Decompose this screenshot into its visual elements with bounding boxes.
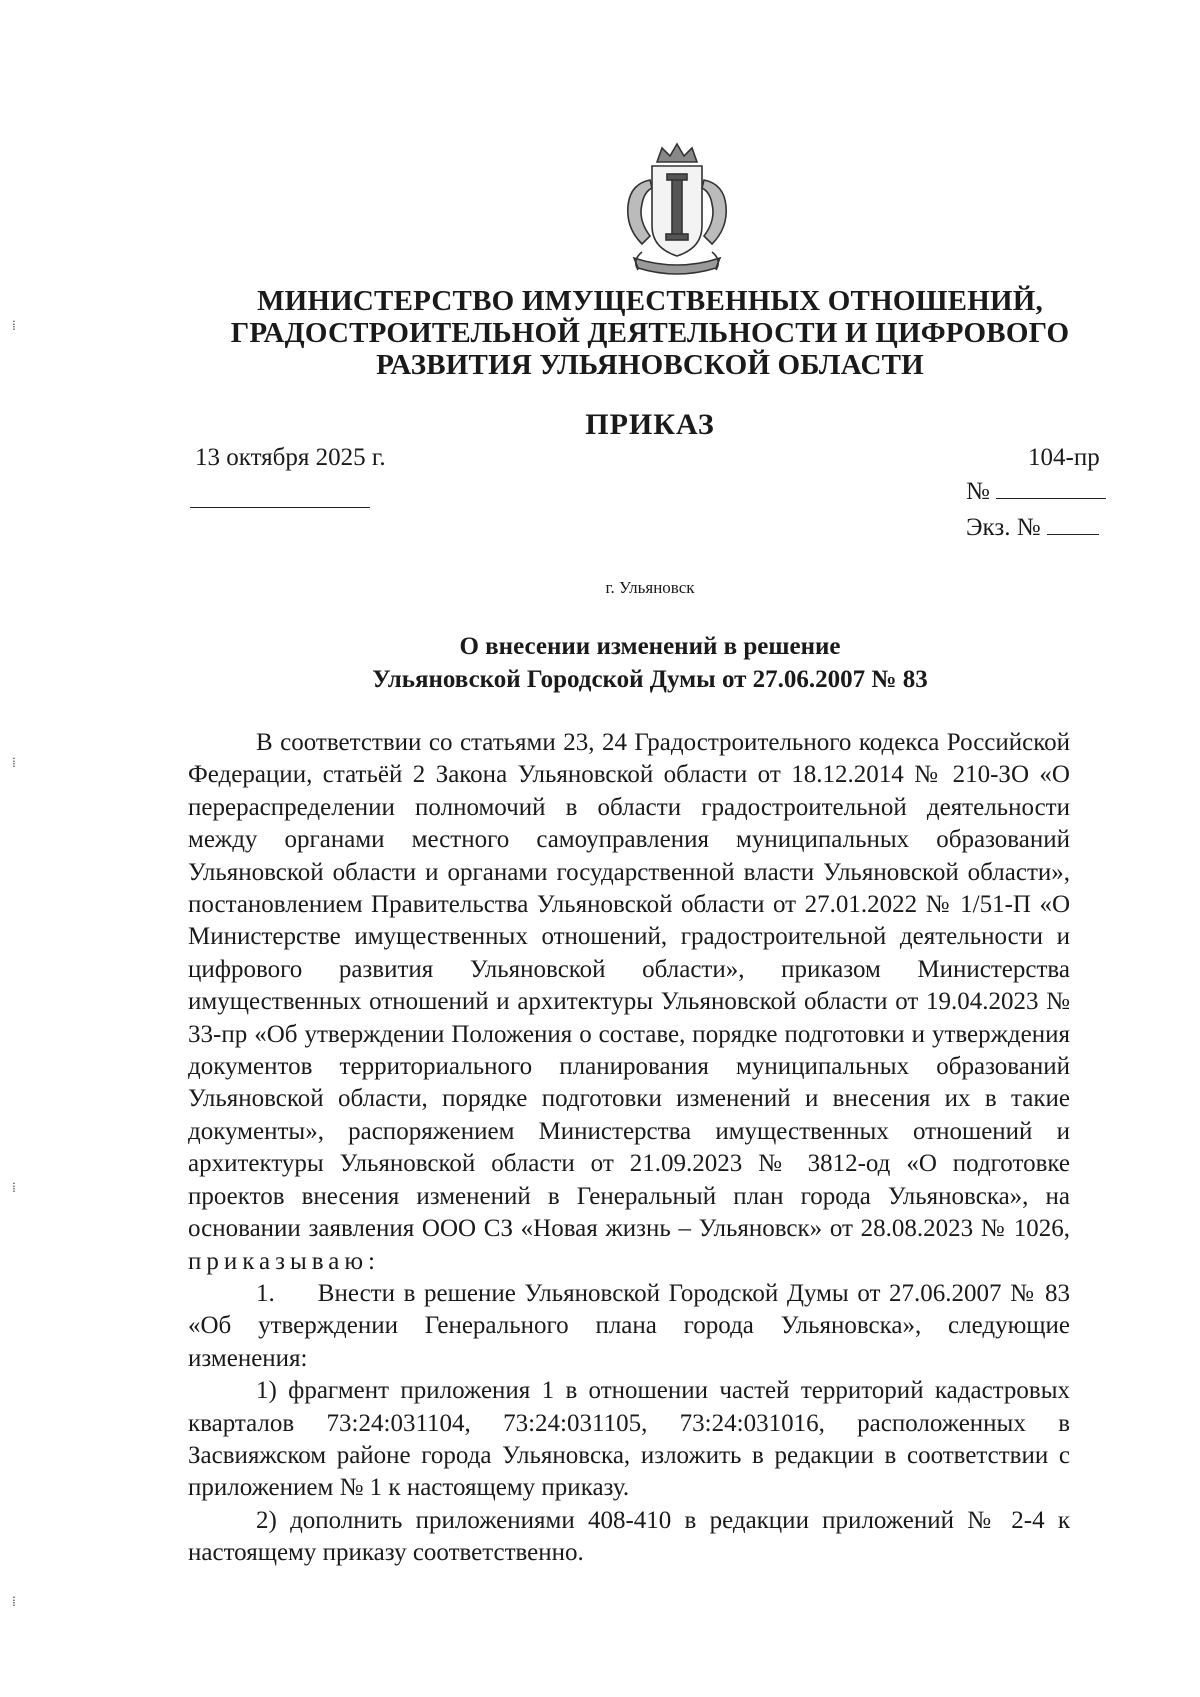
preamble-text: В соответствии со статьями 23, 24 Градостроительного кодекса Российской Федерации, статьёй 2 Закона Ульяновской области от 18.12.2014 № 210-ЗО «О перераспределении полномочий в области градостроительной деятельности между органами местного самоуправления муниципальных образований Ульяновской области и органами государственной власти Ульяновской области», постановлением Правительства Ульяновской области от 27.01.2022 № 1/51-П «О Министерстве имущественных отношений, градостроительной деятельности и цифрового развития Ульяновской области», приказом Министерства имущественных отношений и архитектуры Ульяновской области от 19.04.2023 № 33-пр «Об утверждении Положения о составе, порядке подготовки и утверждения документов территориального планирования муниципальных образований Ульяновской области, порядке подготовки изменений и внесения их в такие документы», распоряжением Министерства имущественных отношений и архитектуры Ульяновской области от 21.09.2023 № 3812-од «О подготовке проектов внесения изменений в Генеральный план города Ульяновска», на основании заявления ООО СЗ «Новая жизнь – Ульяновск» от 28.08.2023 № 1026, [188,729,1070,1243]
order-number: 104-пр [1028,444,1100,471]
document-body [188,727,1077,1570]
ministry-name-line-2: ГРАДОСТРОИТЕЛЬНОЙ ДЕЯТЕЛЬНОСТИ И ЦИФРОВОГО [230,317,1070,349]
scan-artifact: ⁞ [12,1594,16,1610]
ministry-name-line-3: РАЗВИТИЯ УЛЬЯНОВСКОЙ ОБЛАСТИ [376,349,924,381]
number-row [966,478,1106,506]
coat-of-arms-icon [612,140,742,280]
document-type: ПРИКАЗ [585,408,715,441]
scan-artifact: ⁞ [12,755,16,771]
preamble-paragraph [188,727,1070,1278]
ministry-name [200,285,1100,381]
scan-artifact: ⁞ [12,318,16,334]
scan-artifact: ⁞ [12,1180,16,1196]
item-1-paragraph: 1. Внести в решение Ульяновской Городской Думы от 27.06.2007 № 83 «Об утверждении Генерального плана города Ульяновска», следующие изменения: [188,1279,1077,1372]
item-1-1-paragraph: 1) фрагмент приложения 1 в отношении частей территорий кадастровых кварталов 73:24:031104, 73:24:031105, 73:24:031016, расположенных в Засвияжском районе города Ульяновска, изложить в редакции в соответствии с приложением № 1 к настоящему приказу. [188,1377,1070,1502]
subject-line-1: О внесении изменений в решение [459,633,841,660]
number-blank [996,480,1106,499]
copy-row [966,514,1099,542]
copy-blank [1047,516,1099,535]
number-label: № [966,478,990,505]
copy-label: Экз. № [966,514,1041,541]
decree-word: приказываю: [188,1247,380,1275]
subject-line-2: Ульяновской Городской Думы от 27.06.2007 № 83 [372,666,928,693]
city: г. Ульяновск [605,578,695,597]
order-subject [250,630,1050,696]
item-1-2-paragraph: 2) дополнить приложениями 408-410 в редакции приложений № 2-4 к настоящему приказу соответственно. [188,1506,1070,1567]
date-underline [190,507,370,508]
ministry-name-line-1: МИНИСТЕРСТВО ИМУЩЕСТВЕННЫХ ОТНОШЕНИЙ, [257,285,1043,317]
order-date: 13 октября 2025 г. [195,444,386,471]
